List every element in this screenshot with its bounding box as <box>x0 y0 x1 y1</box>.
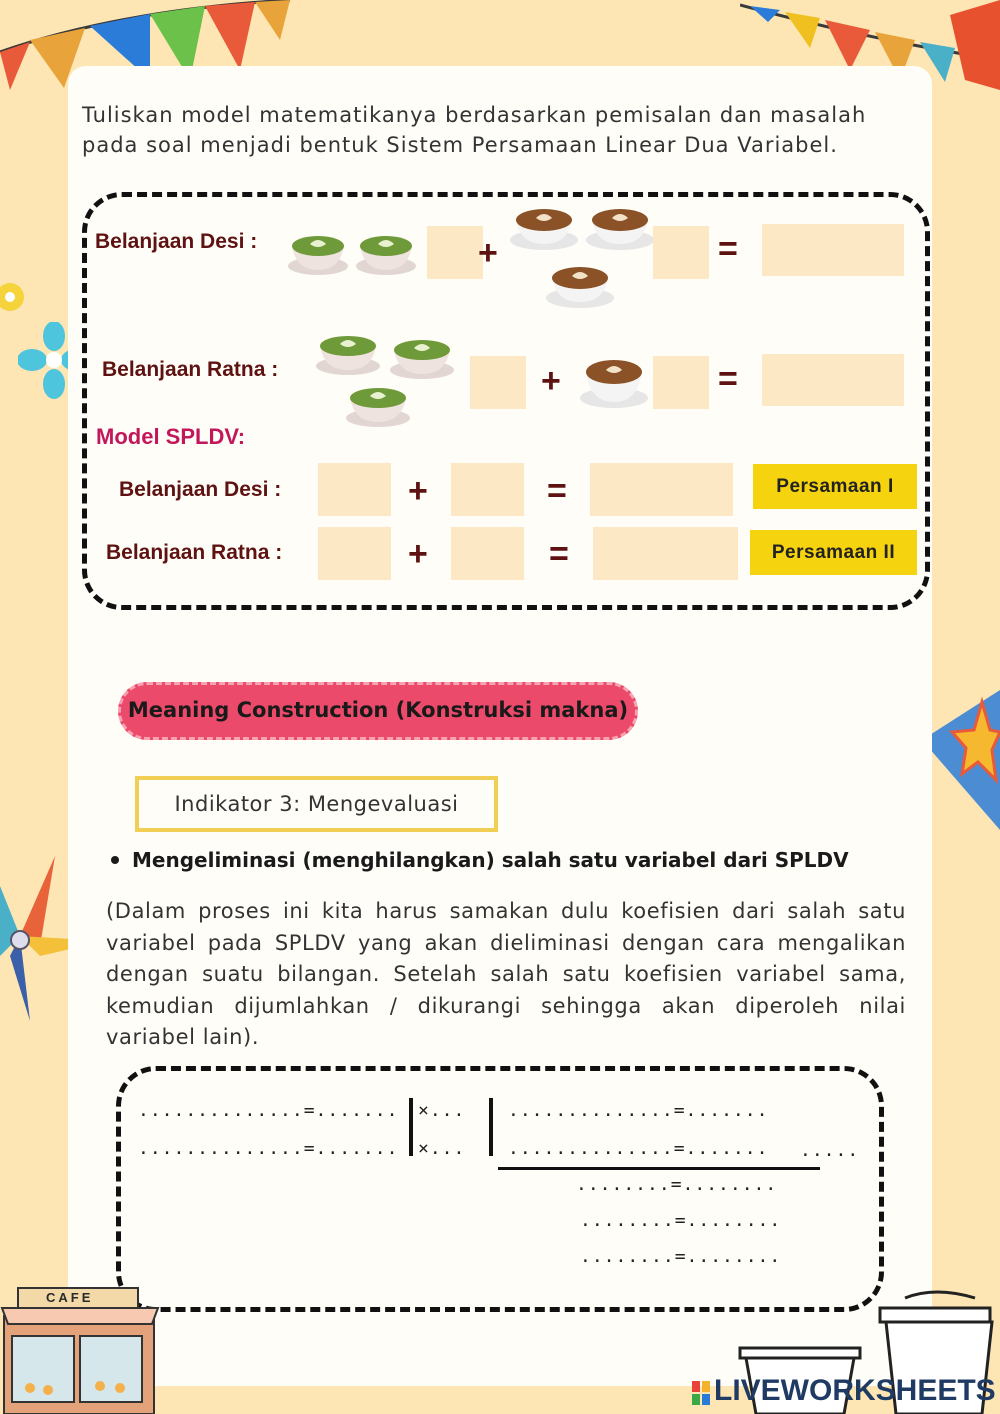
bullet-text: Mengeliminasi (menghilangkan) salah satu variabel dari SPLDV <box>132 848 849 872</box>
desi-total-input[interactable] <box>762 224 904 276</box>
equals-sign: = <box>549 535 569 573</box>
latte-cup-icon <box>578 344 652 410</box>
elim-step-1[interactable]: ........=........ <box>576 1174 778 1195</box>
cafe-illustration <box>0 1286 160 1414</box>
ratna-purchase-label: Belanjaan Ratna : <box>102 358 279 381</box>
matcha-cups-icon <box>286 222 418 278</box>
multiplier-bar-left <box>409 1098 413 1156</box>
equals-sign: = <box>547 472 567 510</box>
multiplier-bar-right <box>489 1098 493 1156</box>
liveworksheets-watermark <box>692 1374 996 1409</box>
model-ratna-x-input[interactable] <box>318 527 391 580</box>
model-desi-y-input[interactable] <box>451 463 524 516</box>
bullet-dot <box>108 850 122 864</box>
elim-multiplier-1[interactable]: ×... <box>418 1100 466 1121</box>
indicator-box: Indikator 3: Mengevaluasi <box>135 776 498 832</box>
plus-sign: + <box>541 362 561 400</box>
liveworksheets-logo-icon <box>692 1381 710 1405</box>
watermark-text: LIVEWORKSHEETS <box>714 1374 996 1407</box>
equals-sign: = <box>718 360 738 398</box>
equals-sign: = <box>718 230 738 268</box>
ratna-latte-qty-input[interactable] <box>653 356 709 409</box>
elim-operation-blank[interactable]: ..... <box>800 1140 860 1161</box>
persamaan-2-tag: Persamaan II <box>750 530 917 575</box>
explanation-paragraph: (Dalam proses ini kita harus samakan dulu koefisien dari salah satu variabel pada SPLDV yang akan dieliminasi dengan cara mengalikan dengan suatu bilangan. Setelah salah satu koefisien variabel sama, kemudian dijumlahkan / dikurangi sehingga akan diperoleh nilai variabel lain). <box>106 899 906 1049</box>
model-spldv-title: Model SPLDV: <box>96 424 246 449</box>
elim-eq2[interactable]: ..............=....... <box>138 1138 399 1159</box>
sum-line <box>498 1167 820 1170</box>
plus-sign: + <box>478 234 498 272</box>
desi-latte-qty-input[interactable] <box>653 226 709 279</box>
elim-result-2[interactable]: ..............=....... <box>508 1138 769 1159</box>
model-desi-total-input[interactable] <box>590 463 733 516</box>
model-ratna-label: Belanjaan Ratna : <box>106 541 283 564</box>
latte-cups-icon <box>508 198 656 316</box>
model-ratna-y-input[interactable] <box>451 527 524 580</box>
star-kite-decoration <box>922 690 1000 830</box>
matcha-cups-icon <box>312 322 458 430</box>
elim-step-3[interactable]: ........=........ <box>580 1246 782 1267</box>
persamaan-1-tag: Persamaan I <box>753 464 917 509</box>
plus-sign: + <box>408 472 428 510</box>
instruction-text: Tuliskan model matematikanya berdasarkan pemisalan dan masalah pada soal menjadi bentuk Sistem Persamaan Linear Dua Variabel. <box>82 103 867 157</box>
elim-step-2[interactable]: ........=........ <box>580 1210 782 1231</box>
model-desi-x-input[interactable] <box>318 463 391 516</box>
elim-eq1[interactable]: ..............=....... <box>138 1100 399 1121</box>
plus-sign: + <box>408 535 428 573</box>
section-title-pill: Meaning Construction (Konstruksi makna) <box>118 682 638 740</box>
model-desi-label: Belanjaan Desi : <box>119 478 282 501</box>
elim-result-1[interactable]: ..............=....... <box>508 1100 769 1121</box>
elim-multiplier-2[interactable]: ×... <box>418 1138 466 1159</box>
cafe-sign-text: CAFE <box>46 1290 94 1305</box>
desi-purchase-label: Belanjaan Desi : <box>95 230 258 253</box>
model-ratna-total-input[interactable] <box>593 527 738 580</box>
ratna-matcha-qty-input[interactable] <box>470 356 526 409</box>
ratna-total-input[interactable] <box>762 354 904 406</box>
desi-matcha-qty-input[interactable] <box>427 226 483 279</box>
